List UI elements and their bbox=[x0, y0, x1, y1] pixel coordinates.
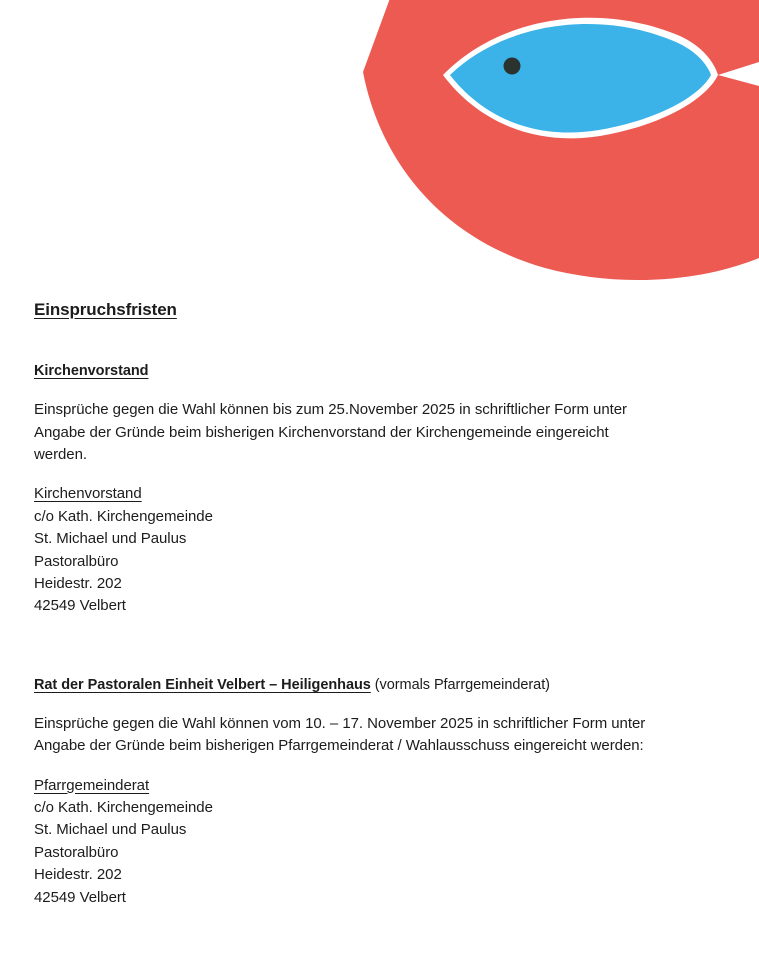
page-title: Einspruchsfristen bbox=[34, 300, 177, 319]
section-heading-main: Rat der Pastoralen Einheit Velbert – Heiligenhaus bbox=[34, 676, 371, 693]
address-line: Pastoralbüro bbox=[34, 843, 119, 861]
section-kirchenvorstand bbox=[34, 362, 724, 618]
address-line: 42549 Velbert bbox=[34, 888, 126, 906]
address-label: Pfarrgemeinderat bbox=[34, 776, 150, 794]
section-rat-der-pastoralen-einheit bbox=[34, 676, 724, 909]
section-paragraph: Einsprüche gegen die Wahl können bis zum 25.November 2025 in schriftlicher Form unter Angabe der Gründe beim bisherigen Kirchenvorstand der Kirchengemeinde eingereicht werden. bbox=[34, 401, 627, 464]
section-heading-main: Kirchenvorstand bbox=[34, 363, 149, 380]
document-body bbox=[34, 300, 724, 943]
address-line: Heidestr. 202 bbox=[34, 866, 122, 884]
address-line: 42549 Velbert bbox=[34, 597, 126, 615]
section-paragraph: Einsprüche gegen die Wahl können vom 10. – 17. November 2025 in schriftlicher Form unter Angabe der Gründe beim bisherigen Pfarrgemeinderat / Wahlausschuss eingereicht werden: bbox=[34, 714, 646, 755]
ichthys-fish-logo bbox=[0, 0, 759, 285]
fish-pupil-icon bbox=[504, 58, 521, 75]
section-heading-note: (vormals Pfarrgemeinderat) bbox=[370, 676, 550, 693]
address-line: St. Michael und Paulus bbox=[34, 530, 187, 548]
section-divider-space bbox=[34, 652, 724, 676]
address-line: St. Michael und Paulus bbox=[34, 821, 187, 839]
address-label: Kirchenvorstand bbox=[34, 485, 142, 503]
address-line: c/o Kath. Kirchengemeinde bbox=[34, 798, 213, 816]
address-line: Pastoralbüro bbox=[34, 552, 119, 570]
address-block bbox=[34, 775, 724, 909]
address-line: Heidestr. 202 bbox=[34, 575, 122, 593]
section-heading bbox=[34, 362, 724, 381]
address-line: c/o Kath. Kirchengemeinde bbox=[34, 507, 213, 525]
logo-area bbox=[0, 0, 759, 285]
address-block bbox=[34, 483, 724, 617]
section-heading bbox=[34, 676, 724, 695]
